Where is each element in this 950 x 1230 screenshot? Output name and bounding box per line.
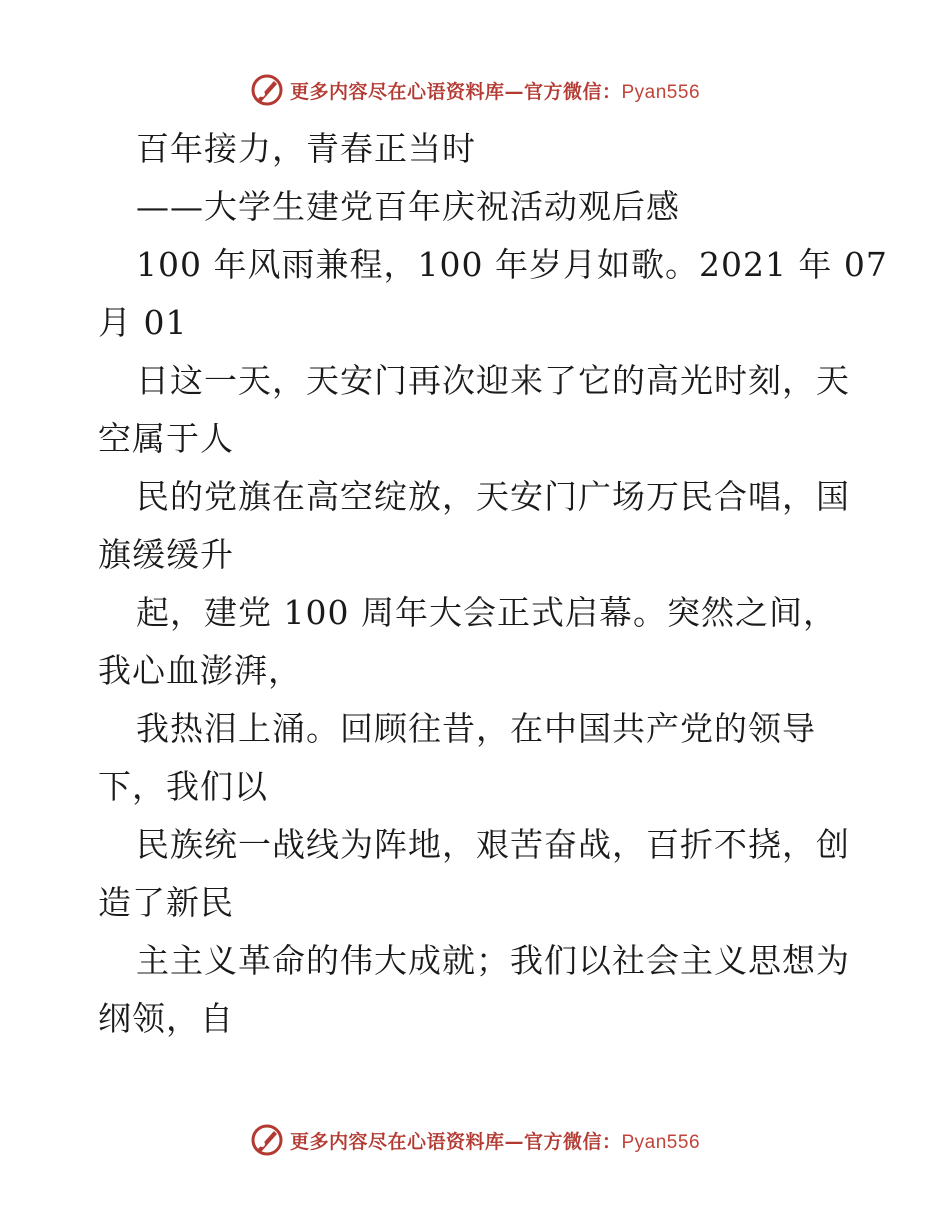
header-banner [0,70,950,110]
paragraph-line: 日这一天，天安门再次迎来了它的高光时刻，天 [136,361,850,400]
header-banner-text: 更多内容尽在心语资料库—官方微信：Pyan556 [289,80,701,103]
paragraph-line: 我热泪上涌。回顾往昔，在中国共产党的领导 [136,709,816,748]
document-subtitle: ——大学生建党百年庆祝活动观后感 [136,187,680,226]
paragraph-line: 100 年风雨兼程，100 年岁月如歌。2021 年 07 [136,245,888,284]
paragraph-line: 下，我们以 [98,767,268,806]
paragraph-line: 我心血澎湃， [98,651,302,690]
paragraph-line: 纲领，自 [98,999,234,1038]
paragraph-line: 主主义革命的伟大成就；我们以社会主义思想为 [136,941,850,980]
paragraph-line: 月 01 [98,303,188,342]
header-banner-id: Pyan556 [621,81,701,103]
footer-banner-id: Pyan556 [621,1131,701,1153]
paragraph-line: 民的党旗在高空绽放，天安门广场万民合唱，国 [136,477,850,516]
paragraph-line: 旗缓缓升 [98,535,234,574]
quill-seal-logo-icon [250,73,284,107]
paragraph-line: 民族统一战线为阵地，艰苦奋战，百折不挠，创 [136,825,850,864]
quill-seal-logo-icon [250,1123,284,1157]
paragraph-line: 空属于人 [98,419,234,458]
paragraph-line: 起，建党 100 周年大会正式启幕。突然之间， [136,593,837,632]
paragraph-line: 造了新民 [98,883,234,922]
document-body [98,120,888,1048]
footer-banner [0,1120,950,1160]
footer-banner-text: 更多内容尽在心语资料库—官方微信：Pyan556 [289,1130,701,1153]
document-title: 百年接力，青春正当时 [136,129,476,168]
